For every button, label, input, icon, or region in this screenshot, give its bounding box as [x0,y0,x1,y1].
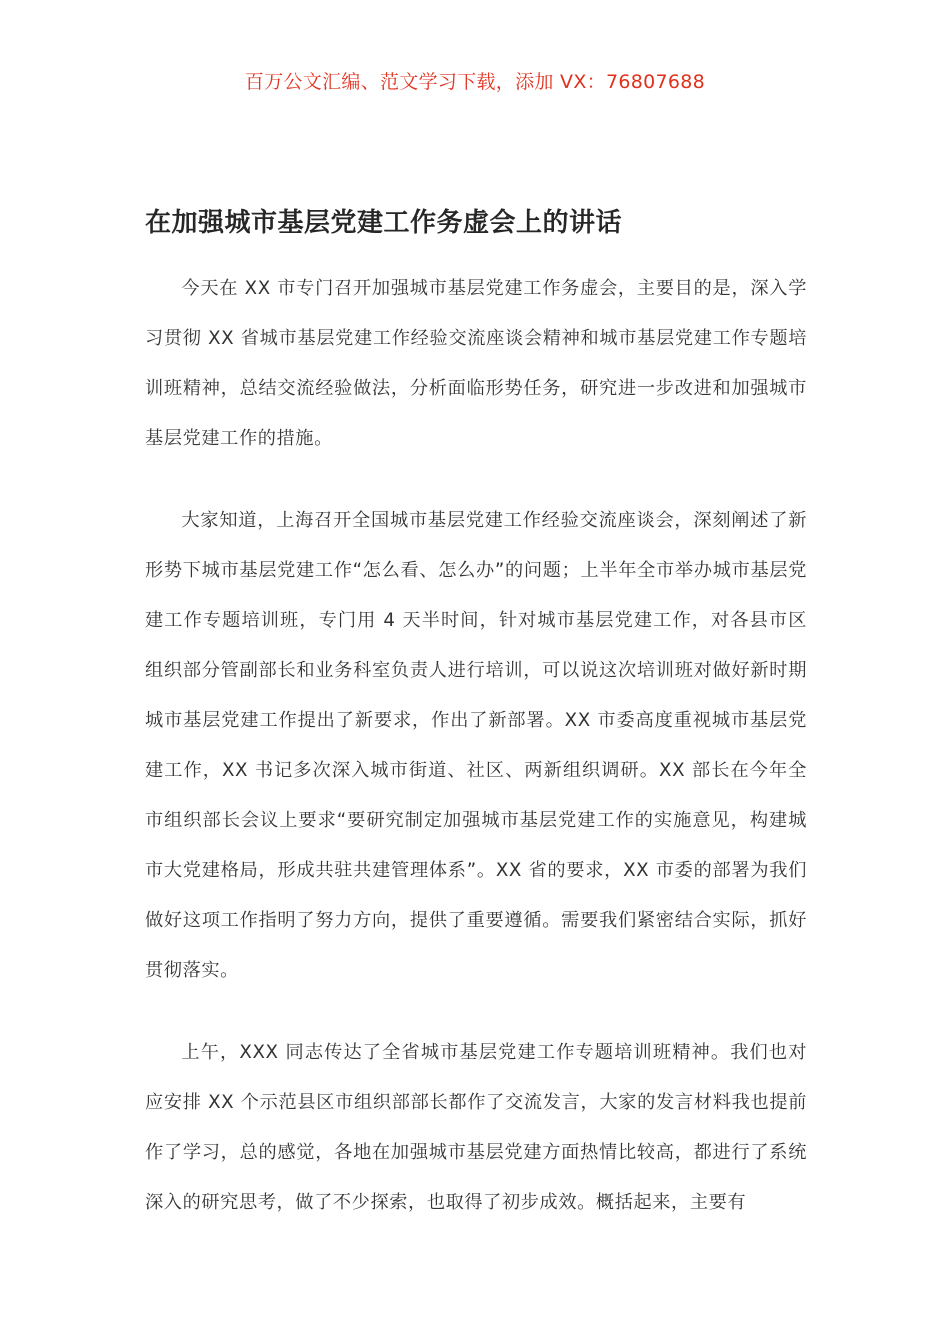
paragraph-1: 今天在 XX 市专门召开加强城市基层党建工作务虚会，主要目的是，深入学习贯彻 XX 省城市基层党建工作经验交流座谈会精神和城市基层党建工作专题培训班精神，总结交流经验做法，分析面临形势任务，研究进一步改进和加强城市基层党建工作的措施。 [145,278,807,449]
paragraph-3: 上午，XXX 同志传达了全省城市基层党建工作专题培训班精神。我们也对应安排 XX 个示范县区市组织部部长都作了交流发言，大家的发言材料我也提前作了学习，总的感觉，各地在加强城市基层党建方面热情比较高，都进行了系统深入的研究思考，做了不少探索，也取得了初步成效。概括起来，主要有 [145,1042,807,1213]
paragraph-2: 大家知道，上海召开全国城市基层党建工作经验交流座谈会，深刻阐述了新形势下城市基层党建工作“怎么看、怎么办”的问题；上半年全市举办城市基层党建工作专题培训班，专门用 4 天半时间，针对城市基层党建工作，对各县市区组织部分管副部长和业务科室负责人进行培训，可以说这次培训班对做好新时期城市基层党建工作提出了新要求，作出了新部署。XX 市委高度重视城市基层党建工作，XX 书记多次深入城市街道、社区、两新组织调研。XX 部长在今年全市组织部长会议上要求“要研究制定加强城市基层党建工作的实施意见，构建城市大党建格局，形成共驻共建管理体系”。XX 省的要求，XX 市委的部署为我们做好这项工作指明了努力方向，提供了重要遵循。需要我们紧密结合实际，抓好贯彻落实。 [145,510,807,981]
document-body [145,264,807,1260]
document-title: 在加强城市基层党建工作务虚会上的讲话 [145,208,623,238]
header-note: 百万公文汇编、范文学习下载，添加 VX：76807688 [244,71,706,93]
